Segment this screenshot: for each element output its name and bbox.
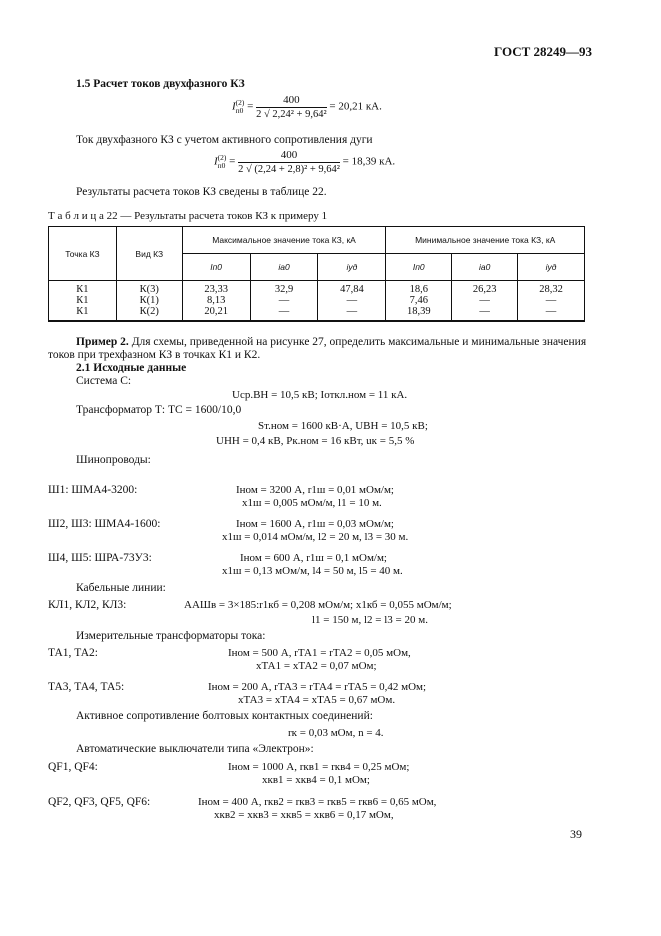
results-table: [48, 226, 585, 322]
busbar-name: Ш1: ШМА4-3200:: [48, 484, 138, 496]
busbar-eq2: x1ш = 0,005 мОм/м, l1 = 10 м.: [242, 497, 382, 509]
example-2-line1: Пример 2. Для схемы, приведенной на рисунке 27, определить максимальные и минимальные значения: [76, 336, 587, 348]
subheader-min-iud: iуд: [518, 254, 585, 281]
header-type: Вид КЗ: [116, 227, 182, 281]
busbar-name: Ш2, Ш3: ШМА4-1600:: [48, 518, 161, 530]
ct-label: Измерительные трансформаторы тока:: [76, 630, 266, 642]
cables-label: Кабельные линии:: [76, 582, 166, 594]
subheader-max-ia0: iа0: [250, 254, 318, 281]
transformer-eq1: Sт.ном = 1600 кВ·А, UВН = 10,5 кВ;: [258, 420, 428, 432]
breaker-name: QF1, QF4:: [48, 761, 98, 773]
breaker-eq1: Iном = 400 А, rкв2 = rкв3 = rкв5 = rкв6 = 0,65 мОм,: [198, 796, 437, 808]
table-row: К1 К(2) 20,21 — — 18,39 — —: [49, 306, 585, 321]
example-2-line2: токов при трехфазном КЗ в точках К1 и К2.: [48, 349, 261, 361]
table-row: К1 К(1) 8,13 — — 7,46 — —: [49, 295, 585, 306]
fraction-2: $\frac{400}{\text{2 √ (2,24 + 2,8)² + 9,64²}}$: [238, 149, 340, 175]
section-title-2-1: 2.1 Исходные данные: [76, 362, 187, 374]
ct-name: ТА1, ТА2:: [48, 647, 98, 659]
page-number: 39: [570, 827, 582, 841]
ct-eq2: xТА3 = xТА4 = xТА5 = 0,67 мОм.: [238, 694, 396, 706]
equation-2: I(2) п0 = $\frac{400}{\text{2 √ (2,24 + 2,8)² + 9,64²}}$ = 18,39 кА.: [214, 149, 396, 175]
document-code: ГОСТ 28249—93: [494, 44, 593, 59]
ct-eq1: Iном = 200 А, rТА3 = rТА4 = rТА5 = 0,42 мОм;: [208, 681, 427, 693]
breakers-label: Автоматические выключатели типа «Электрон»:: [76, 743, 314, 755]
breaker-name: QF2, QF3, QF5, QF6:: [48, 796, 151, 808]
section-title-1-5: 1.5 Расчет токов двухфазного КЗ: [76, 78, 245, 90]
busbar-eq1: Iном = 600 А, r1ш = 0,1 мОм/м;: [240, 552, 387, 564]
cable-name: КЛ1, КЛ2, КЛ3:: [48, 599, 127, 611]
busbar-eq2: x1ш = 0,014 мОм/м, l2 = 20 м, l3 = 30 м.: [222, 531, 409, 543]
ct-name: ТА3, ТА4, ТА5:: [48, 681, 125, 693]
busbars-label: Шинопроводы:: [76, 454, 151, 466]
subheader-min-in0: Iп0: [386, 254, 452, 281]
equation-1: I(2) п0 = $\frac{400}{\text{2 √ 2,24² + 9,64²}}$ = 20,21 кА.: [232, 94, 382, 120]
busbar-eq1: Iном = 3200 А, r1ш = 0,01 мОм/м;: [236, 484, 394, 496]
fraction-1: $\frac{400}{\text{2 √ 2,24² + 9,64²}}$: [256, 94, 327, 120]
header-min: Минимальное значение тока КЗ, кА: [386, 227, 585, 254]
system-equation: Uср.ВН = 10,5 кВ; Iоткл.ном = 11 кА.: [232, 389, 408, 401]
transformer-label: Трансформатор Т: ТС = 1600/10,0: [76, 404, 242, 416]
ct-eq1: Iном = 500 А, rТА1 = rТА2 = 0,05 мОм,: [228, 647, 411, 659]
table-caption: Т а б л и ц а 22 — Результаты расчета токов КЗ к примеру 1: [48, 210, 328, 222]
transformer-eq2: UНН = 0,4 кВ, Pк.ном = 16 кВт, uк = 5,5 %: [216, 435, 415, 447]
busbar-eq2: x1ш = 0,13 мОм/м, l4 = 50 м, l5 = 40 м.: [222, 565, 403, 577]
breaker-eq2: xкв2 = xкв3 = xкв5 = xкв6 = 0,17 мОм,: [214, 809, 394, 821]
busbar-eq1: Iном = 1600 А, r1ш = 0,03 мОм/м;: [236, 518, 394, 530]
paragraph-results: Результаты расчета токов КЗ сведены в таблице 22.: [76, 186, 327, 198]
header-point: Точка КЗ: [49, 227, 117, 281]
header-max: Максимальное значение тока КЗ, кА: [182, 227, 386, 254]
cable-eq1: ААШв = 3×185:r1кб = 0,208 мОм/м; x1кб = 0,055 мОм/м;: [184, 599, 452, 611]
breaker-eq2: xкв1 = xкв4 = 0,1 мОм;: [262, 774, 370, 786]
system-label: Система С:: [76, 375, 132, 387]
ct-eq2: xТА1 = xТА2 = 0,07 мОм;: [256, 660, 377, 672]
contacts-label: Активное сопротивление болтовых контактных соединений:: [76, 710, 373, 722]
contacts-eq: rк = 0,03 мОм, n = 4.: [288, 727, 384, 739]
subheader-min-ia0: iа0: [452, 254, 518, 281]
subheader-max-iud: iуд: [318, 254, 386, 281]
subheader-max-in0: Iп0: [182, 254, 250, 281]
table-row: К1 К(3) 23,33 32,9 47,84 18,6 26,23 28,32: [49, 281, 585, 296]
paragraph-arc: Ток двухфазного КЗ с учетом активного сопротивления дуги: [76, 134, 373, 146]
cable-eq2: l1 = 150 м, l2 = l3 = 20 м.: [312, 614, 428, 626]
breaker-eq1: Iном = 1000 А, rкв1 = rкв4 = 0,25 мОм;: [228, 761, 410, 773]
busbar-name: Ш4, Ш5: ШРА-73У3:: [48, 552, 152, 564]
